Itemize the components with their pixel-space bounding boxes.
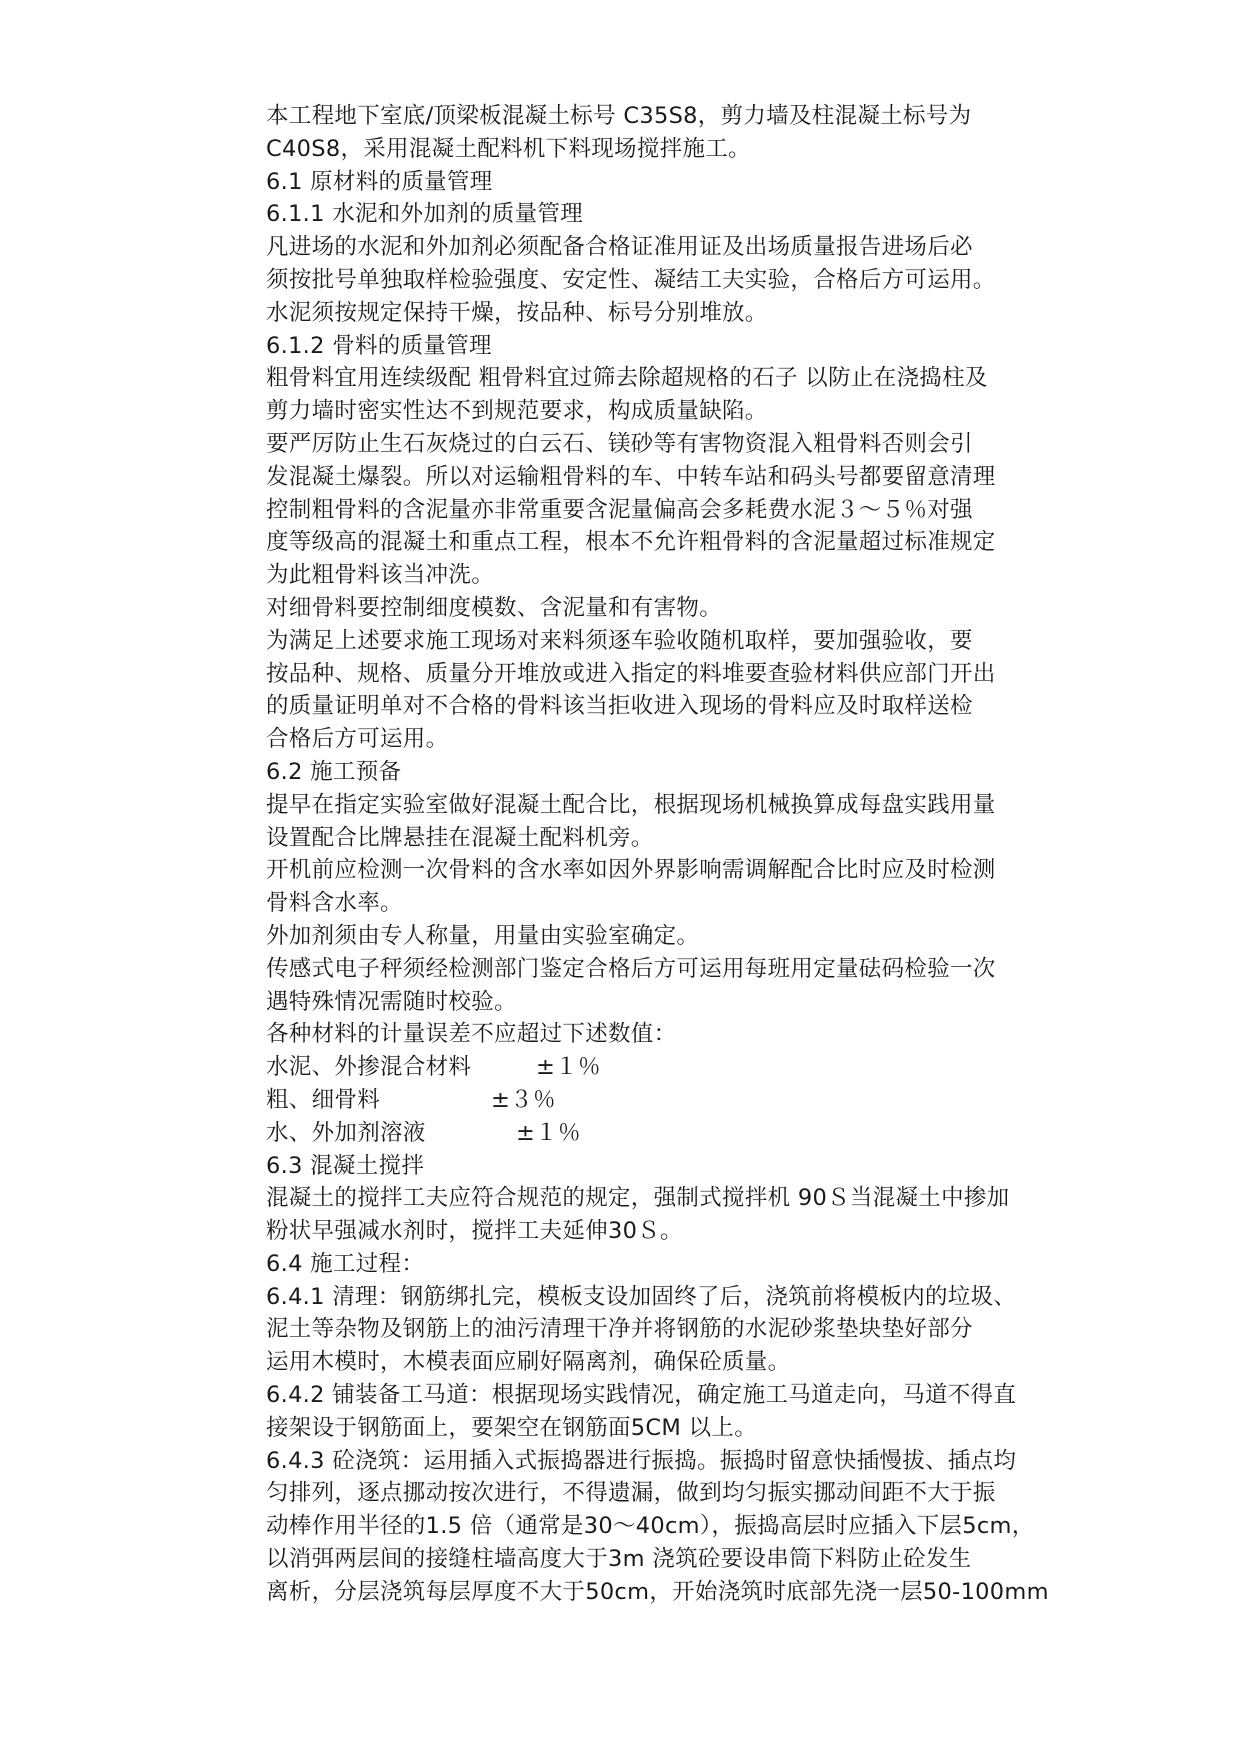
material-name: 粗、细骨料 bbox=[266, 1086, 381, 1113]
tolerance-value: ±１％ bbox=[516, 1119, 581, 1146]
text-line: 以消弭两层间的接缝柱墙高度大于3m 浇筑砼要设串筒下料防止砼发生 bbox=[266, 1546, 972, 1573]
text-line: 外加剂须由专人称量，用量由实验室确定。 bbox=[266, 922, 700, 949]
text-line: 传感式电子秤须经检测部门鉴定合格后方可运用每班用定量砝码检验一次 bbox=[266, 955, 996, 982]
text-line: C40S8，采用混凝土配料机下料现场搅拌施工。 bbox=[266, 135, 751, 162]
text-line: 离析，分层浇筑每层厚度不大于50cm，开始浇筑时底部先浇一层50-100mm bbox=[266, 1578, 1049, 1605]
text-line: 按品种、规格、质量分开堆放或进入指定的料堆要查验材料供应部门开出 bbox=[266, 660, 996, 687]
text-line: 控制粗骨料的含泥量亦非常重要含泥量偏高会多耗费水泥３～５％对强 bbox=[266, 496, 973, 523]
tolerance-value: ±１％ bbox=[536, 1054, 601, 1081]
text-line: 接架设于钢筋面上，要架空在钢筋面5CM 以上。 bbox=[266, 1414, 757, 1441]
tolerance-value: ±３％ bbox=[491, 1086, 556, 1113]
document-page bbox=[266, 100, 1066, 1609]
text-line: 6.4.2 铺装备工马道：根据现场实践情况，确定施工马道走向，马道不得直 bbox=[266, 1382, 1017, 1409]
material-name: 水、外加剂溶液 bbox=[266, 1119, 426, 1146]
text-line: 动棒作用半径的1.5 倍（通常是30～40cm），振捣高层时应插入下层5cm， bbox=[266, 1513, 1035, 1540]
subsection-heading: 6.1.2 骨料的质量管理 bbox=[266, 332, 492, 359]
text-line: 骨料含水率。 bbox=[266, 890, 403, 917]
text-line: 合格后方可运用。 bbox=[266, 726, 449, 753]
text-line: 6.4.3 砼浇筑：运用插入式振捣器进行振捣。振捣时留意快插慢拔、插点均 bbox=[266, 1447, 1017, 1474]
text-line: 遇特殊情况需随时校验。 bbox=[266, 988, 517, 1015]
text-line: 匀排列，逐点挪动按次进行，不得遗漏，做到均匀振实挪动间距不大于振 bbox=[266, 1480, 996, 1507]
section-heading: 6.1 原材料的质量管理 bbox=[266, 168, 493, 195]
text-line: 为此粗骨料该当冲洗。 bbox=[266, 562, 495, 589]
tolerance-row bbox=[266, 1051, 1066, 1084]
text-line: 要严厉防止生石灰烧过的白云石、镁砂等有害物资混入粗骨料否则会引 bbox=[266, 430, 973, 457]
text-line: 6.4.1 清理：钢筋绑扎完，模板支设加固终了后，浇筑前将模板内的垃圾、 bbox=[266, 1283, 1017, 1310]
text-line: 须按批号单独取样检验强度、安定性、凝结工夫实验，合格后方可运用。 bbox=[266, 266, 996, 293]
material-name: 水泥、外掺混合材料 bbox=[266, 1054, 472, 1081]
text-line: 对细骨料要控制细度模数、含泥量和有害物。 bbox=[266, 594, 723, 621]
text-line: 运用木模时，木模表面应刷好隔离剂，确保砼质量。 bbox=[266, 1349, 791, 1376]
text-line: 水泥须按规定保持干燥，按品种、标号分别堆放。 bbox=[266, 299, 768, 326]
text-line: 本工程地下室底/顶梁板混凝土标号 C35S8，剪力墙及柱混凝土标号为 bbox=[266, 103, 972, 129]
text-line: 混凝土的搅拌工夫应符合规范的规定，强制式搅拌机 90Ｓ当混凝土中掺加 bbox=[266, 1185, 1010, 1212]
text-line: 度等级高的混凝土和重点工程，根本不允许粗骨料的含泥量超过标准规定 bbox=[266, 529, 996, 556]
text-line: 设置配合比牌悬挂在混凝土配料机旁。 bbox=[266, 824, 654, 851]
text-line: 凡进场的水泥和外加剂必须配备合格证准用证及出场质量报告进场后必 bbox=[266, 234, 973, 261]
section-heading: 6.2 施工预备 bbox=[266, 758, 402, 785]
text-line: 发混凝土爆裂。所以对运输粗骨料的车、中转车站和码头号都要留意清理 bbox=[266, 463, 996, 490]
text-line: 的质量证明单对不合格的骨料该当拒收进入现场的骨料应及时取样送检 bbox=[266, 693, 973, 720]
text-line: 粗骨料宜用连续级配 粗骨料宜过筛去除超规格的石子 以防止在浇捣柱及 bbox=[266, 365, 988, 392]
text-line: 为满足上述要求施工现场对来料须逐车验收随机取样，要加强验收，要 bbox=[266, 627, 973, 654]
tolerance-row bbox=[266, 1117, 1066, 1150]
text-line: 各种材料的计量误差不应超过下述数值： bbox=[266, 1021, 677, 1048]
text-line: 提早在指定实验室做好混凝土配合比，根据现场机械换算成每盘实践用量 bbox=[266, 791, 996, 818]
text-line: 剪力墙时密实性达不到规范要求，构成质量缺陷。 bbox=[266, 398, 768, 425]
text-line: 粉状早强减水剂时，搅拌工夫延伸30Ｓ。 bbox=[266, 1218, 683, 1245]
section-heading: 6.4 施工过程： bbox=[266, 1250, 425, 1277]
subsection-heading: 6.1.1 水泥和外加剂的质量管理 bbox=[266, 201, 584, 228]
text-line: 开机前应检测一次骨料的含水率如因外界影响需调解配合比时应及时检测 bbox=[266, 857, 996, 884]
text-line: 泥土等杂物及钢筋上的油污清理干净并将钢筋的水泥砂浆垫块垫好部分 bbox=[266, 1316, 973, 1343]
section-heading: 6.3 混凝土搅拌 bbox=[266, 1152, 425, 1179]
tolerance-row bbox=[266, 1084, 1066, 1117]
